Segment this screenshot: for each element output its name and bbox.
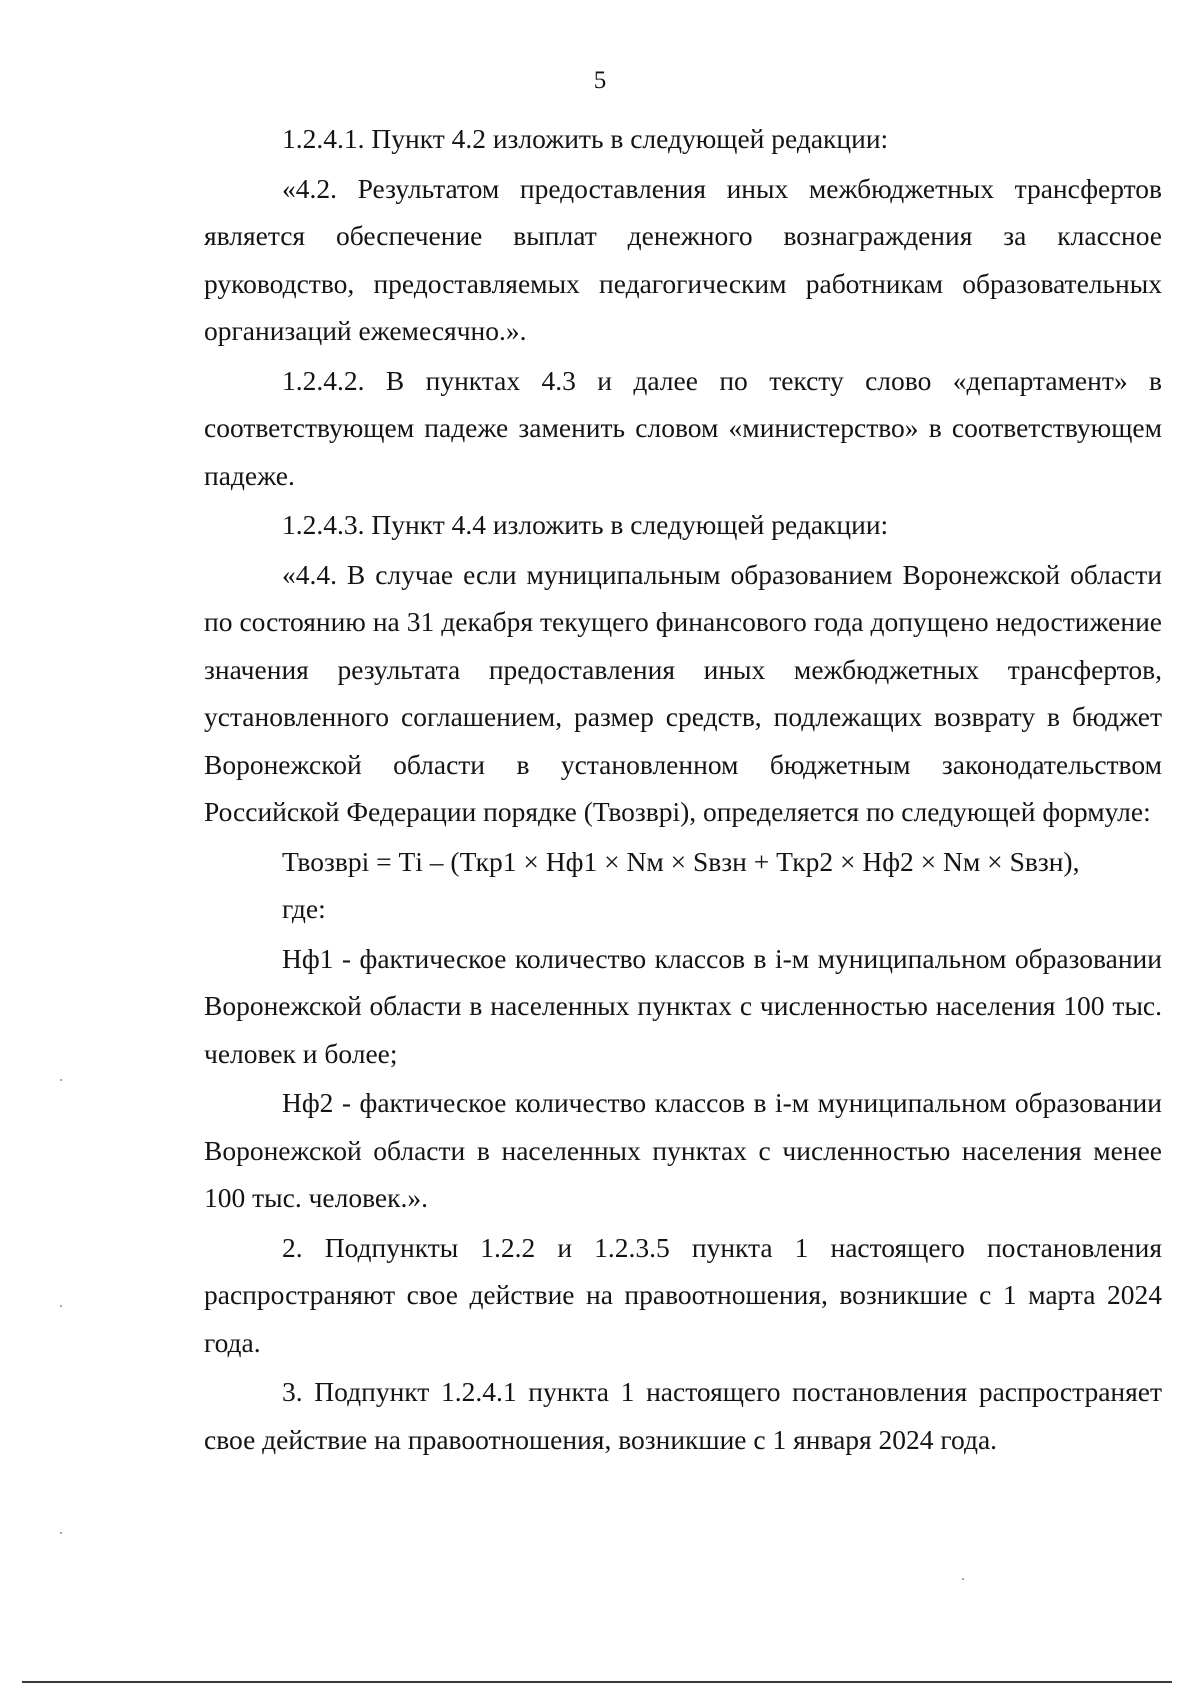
paragraph-2: 2. Подпункты 1.2.2 и 1.2.3.5 пункта 1 настоящего постановления распространяют свое действие на правоотношения, возникшие с 1 марта 2024 года. bbox=[204, 1231, 1162, 1358]
document-body bbox=[204, 115, 1162, 1463]
scan-bottom-edge bbox=[22, 1681, 1172, 1683]
scan-speck bbox=[962, 1578, 964, 1580]
definition-nf1: Нф1 - фактическое количество классов в i-м муниципальном образовании Воронежской области в населенных пунктах с численностью населения 100 тыс. человек и более; bbox=[204, 942, 1162, 1069]
scan-speck bbox=[60, 1079, 62, 1081]
paragraph-1-2-4-3: 1.2.4.3. Пункт 4.4 изложить в следующей редакции: bbox=[282, 509, 889, 540]
definition-nf2: Нф2 - фактическое количество классов в i-м муниципальном образовании Воронежской области в населенных пунктах с численностью населения менее 100 тыс. человек.». bbox=[204, 1087, 1162, 1213]
page-number: 5 bbox=[593, 67, 607, 94]
scan-speck bbox=[60, 1305, 62, 1307]
paragraph-4-4-text: «4.4. В случае если муниципальным образованием Воронежской области по состоянию на 31 декабря текущего финансового года допущено недостижение значения результата предоставления иных межбюджетных трансфертов, установленного соглашением, размер средств, подлежащих возврату в бюджет Воронежской области в установленном бюджетным законодательством Российской Федерации порядке (Твозврi), определяется по следующей формуле: bbox=[204, 558, 1162, 827]
formula: Твозврi = Тi – (Ткр1 × Нф1 × Nм × Sвзн + Ткр2 × Нф2 × Nм × Sвзн), bbox=[282, 845, 1080, 877]
paragraph-1-2-4-1: 1.2.4.1. Пункт 4.2 изложить в следующей редакции: bbox=[282, 123, 889, 154]
formula-where: где: bbox=[282, 893, 326, 924]
paragraph-3: 3. Подпункт 1.2.4.1 пункта 1 настоящего постановления распространяет свое действие на правоотношения, возникшие с 1 января 2024 года. bbox=[204, 1376, 1162, 1455]
paragraph-4-2-text: «4.2. Результатом предоставления иных межбюджетных трансфертов является обеспечение выплат денежного вознаграждения за классное руководство, предоставляемых педагогическим работникам образовательных организаций ежемесячно.». bbox=[204, 172, 1162, 346]
scan-speck bbox=[60, 1532, 62, 1534]
paragraph-1-2-4-2: 1.2.4.2. В пунктах 4.3 и далее по тексту слово «департамент» в соответствующем падеже заменить словом «министерство» в соответствующем падеже. bbox=[204, 364, 1162, 491]
